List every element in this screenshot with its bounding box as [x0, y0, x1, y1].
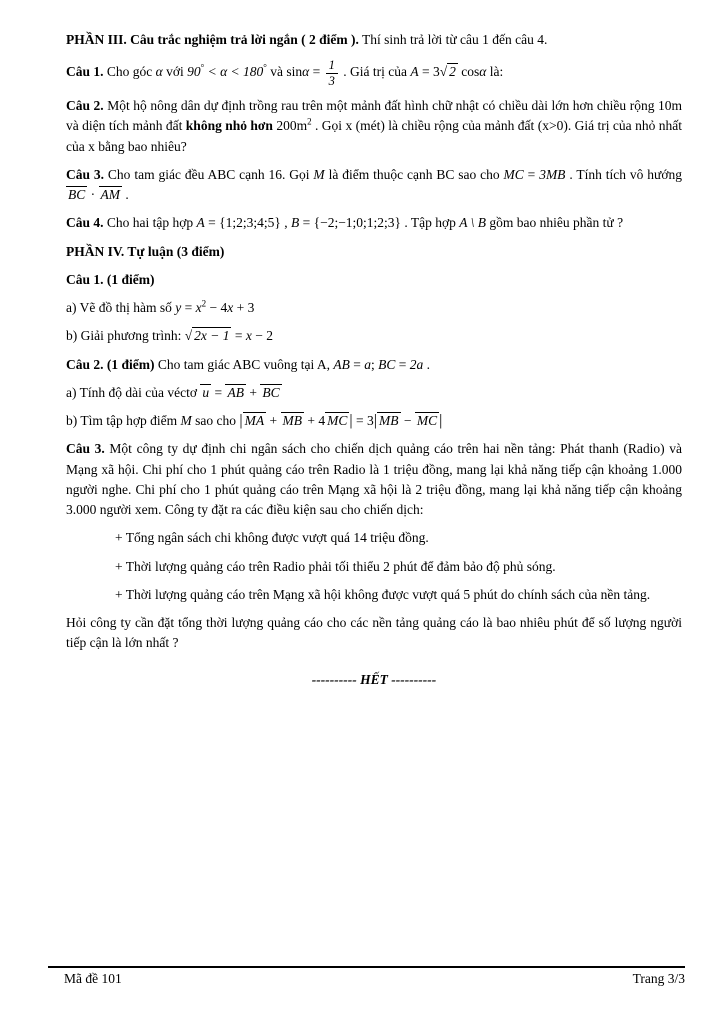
math-italic: x	[195, 300, 202, 315]
bold-text: Câu 1.	[66, 64, 104, 80]
paragraph-phan3-cau-1	[66, 58, 682, 88]
math-italic: A	[196, 215, 205, 231]
text-run: + 3	[233, 300, 255, 315]
bold-text: Câu 3.	[66, 166, 105, 182]
abs-bar: |	[239, 411, 243, 429]
math-italic: x	[227, 300, 234, 315]
text-run: . Gọi x (mét) là chiều rộng của mảnh đất (x>0). Giá trị của nhỏ nhất của x bằng bao nhiêu?	[66, 118, 682, 154]
vector-symbol: AM	[100, 187, 121, 202]
superscript: °	[263, 62, 267, 73]
text-run: 200m	[272, 118, 308, 134]
text-run: Một hộ nông dân dự định trồng rau trên một mảnh đất hình chữ nhật có chiều dài lớn hơn chiều rộng 10m và diện tích mảnh đất	[66, 98, 682, 134]
paragraph-phan4-cau-1-heading	[66, 270, 682, 290]
math-italic: B	[290, 215, 300, 231]
text-run: =	[523, 166, 540, 182]
paragraph-end-marker	[66, 670, 682, 690]
math-italic: y	[175, 300, 182, 315]
vector-symbol: MC	[327, 413, 348, 428]
radicand: 2x − 1	[194, 328, 230, 344]
math-italic: 90	[187, 64, 201, 80]
math-italic: M	[180, 413, 192, 428]
paragraph-phan4-cau-3-condition-3	[66, 585, 682, 605]
abs-bar: |	[349, 411, 353, 429]
text-run: a) Vẽ đồ thị hàm số	[66, 300, 176, 315]
text-run: = {1;2;3;4;5} ,	[204, 215, 291, 231]
paragraph-phan4-cau-1b	[66, 326, 682, 346]
vector-symbol: u	[202, 384, 210, 400]
math-italic: MC	[503, 166, 524, 182]
text-run: là điểm thuộc cạnh BC sao cho	[324, 166, 504, 182]
vector-symbol: AB	[227, 384, 244, 400]
bold-text: Câu 2.	[66, 98, 104, 113]
text-run: Cho hai tập hợp	[103, 215, 197, 231]
math-italic: AB	[333, 356, 350, 372]
text-run: b) Tìm tập hợp điểm	[66, 413, 181, 428]
radicand: 2	[449, 64, 456, 80]
text-run: với	[162, 64, 188, 80]
math-sqrt	[185, 328, 232, 343]
paragraph-phan4-cau-3-condition-2	[66, 557, 682, 577]
text-run: là:	[486, 64, 504, 80]
superscript: 2	[307, 116, 312, 127]
paragraph-phan3-cau-3	[66, 165, 682, 206]
text-run: Cho tam giác ABC vuông tại A,	[154, 356, 334, 372]
math-italic: x	[245, 328, 252, 344]
abs-bar: |	[373, 411, 377, 429]
bold-text: Câu 4.	[66, 215, 104, 231]
text-run: b) Giải phương trình:	[66, 328, 185, 344]
vector-symbol: MB	[282, 413, 302, 428]
radical-sign: √	[184, 328, 193, 344]
superscript: °	[200, 62, 205, 73]
text-run: + 4	[304, 413, 326, 428]
paragraph-phan4-cau-2a	[66, 383, 682, 403]
text-run: + Thời lượng quảng cáo trên Radio phải tối thiểu 2 phút để đảm bảo độ phủ sóng.	[115, 558, 556, 574]
exam-content	[66, 30, 682, 698]
text-run: =	[231, 328, 246, 344]
text-run: = {−2;−1;0;1;2;3} . Tập hợp	[299, 215, 460, 231]
page-number: Trang 3/3	[632, 971, 685, 986]
vector-symbol: MB	[379, 413, 399, 428]
math-italic: α	[302, 64, 310, 80]
superscript: 2	[201, 298, 207, 309]
math-italic: a	[364, 356, 371, 372]
vector-symbol: BC	[262, 384, 280, 400]
text-run: sao cho	[191, 413, 240, 428]
text-run: ;	[371, 356, 379, 372]
paragraph-phan-3-heading	[66, 30, 682, 50]
vector-symbol: BC	[68, 187, 86, 202]
text-run: =	[309, 64, 324, 80]
text-run: gồm bao nhiêu phần tử ?	[486, 215, 624, 231]
text-run: .	[423, 356, 431, 372]
text-run: . Tính tích vô hướng	[565, 166, 682, 182]
paragraph-phan4-cau-2b	[66, 411, 682, 431]
paragraph-phan4-cau-1a	[66, 298, 682, 318]
fraction-numerator: 1	[326, 58, 338, 73]
radical-sign: √	[439, 64, 448, 80]
bold-text: Câu 3.	[66, 441, 105, 457]
text-run: Một công ty dự định chi ngân sách cho chiến dịch quảng cáo trên hai nền tảng: Phát thanh (Radio) và Mạng xã hội. Chi phí cho 1 phút quảng cáo trên Radio là 1 triệu đồng, mang lại khả năng tiếp cận khoảng 1.000 người nghe. Chi phí cho 1 phút quảng cáo trên Mạng xã hội là 2 triệu đồng, mang lại khả năng tiếp cận khoảng 3.000 người xem. Công ty đặt ra các điều kiện sau cho chiến dịch:	[66, 441, 682, 517]
paragraph-phan-4-heading	[66, 242, 682, 262]
text-run: Cho tam giác đều ABC cạnh 16. Gọi	[104, 166, 314, 182]
math-italic: BC	[378, 356, 396, 372]
math-italic: < α < 180	[204, 64, 264, 80]
page-footer	[48, 966, 685, 987]
text-run: − 2	[251, 328, 273, 344]
text-run: a) Tính độ dài của véctơ	[66, 384, 201, 400]
paragraph-phan4-cau-3	[66, 439, 682, 520]
bold-text: không nhỏ hơn	[185, 118, 273, 134]
bold-text: PHẦN IV. Tự luận (3 điểm)	[66, 243, 225, 259]
math-fraction	[324, 58, 340, 88]
math-italic: 2a	[409, 356, 424, 372]
text-run: Cho góc	[103, 64, 156, 80]
text-run: = 3	[418, 64, 440, 80]
math-italic: α	[155, 64, 163, 80]
text-run: ·	[87, 187, 99, 202]
math-italic: α	[479, 64, 487, 80]
text-run: +	[266, 413, 281, 428]
paragraph-phan4-cau-3-question	[66, 613, 682, 654]
text-run: . Giá trị của	[339, 64, 411, 80]
math-italic: M	[313, 166, 325, 182]
text-run: Thí sinh trả lời từ câu 1 đến câu 4.	[358, 32, 548, 47]
bold-text: PHẦN III. Câu trắc nghiệm trả lời ngắn ( 2 điểm ).	[66, 32, 359, 47]
bold-italic-text: ---------- HẾT ----------	[311, 671, 437, 687]
text-run: Hỏi công ty cần đặt tổng thời lượng quảng cáo cho các nền tảng quảng cáo là bao nhiêu phút để số lượng người tiếp cận là lớn nhất ?	[66, 615, 682, 651]
paragraph-phan4-cau-2-heading	[66, 355, 682, 375]
paragraph-phan4-cau-3-condition-1	[66, 528, 682, 548]
text-run: .	[122, 187, 129, 202]
vector-symbol: MC	[416, 413, 438, 428]
math-italic: A	[410, 64, 419, 80]
text-run: + Tổng ngân sách chi không được vượt quá 14 triệu đồng.	[115, 530, 429, 546]
text-run: =	[211, 384, 226, 400]
math-sqrt	[440, 64, 458, 79]
text-run: +	[245, 384, 261, 400]
abs-bar: |	[439, 411, 443, 429]
bold-text: Câu 2. (1 điểm)	[66, 356, 155, 372]
vector-symbol: MA	[244, 413, 265, 428]
paragraph-phan3-cau-4	[66, 213, 682, 233]
math-italic: A \ B	[459, 215, 487, 231]
text-run: − 4	[206, 300, 228, 315]
exam-code: Mã đề 101	[64, 971, 122, 986]
text-run: =	[349, 356, 365, 372]
bold-text: Câu 1. (1 điểm)	[66, 271, 155, 287]
paragraph-phan3-cau-2	[66, 96, 682, 157]
text-run: + Thời lượng quảng cáo trên Mạng xã hội không được vượt quá 5 phút do chính sách của nền tảng.	[115, 586, 651, 602]
text-run: =	[395, 356, 410, 372]
text-run: cos	[457, 64, 480, 80]
text-run: và sin	[266, 64, 303, 80]
text-run: =	[181, 300, 196, 315]
text-run: = 3	[352, 413, 374, 428]
math-italic: 3MB	[539, 166, 566, 182]
fraction-denominator: 3	[328, 73, 335, 88]
text-run: −	[400, 413, 415, 428]
